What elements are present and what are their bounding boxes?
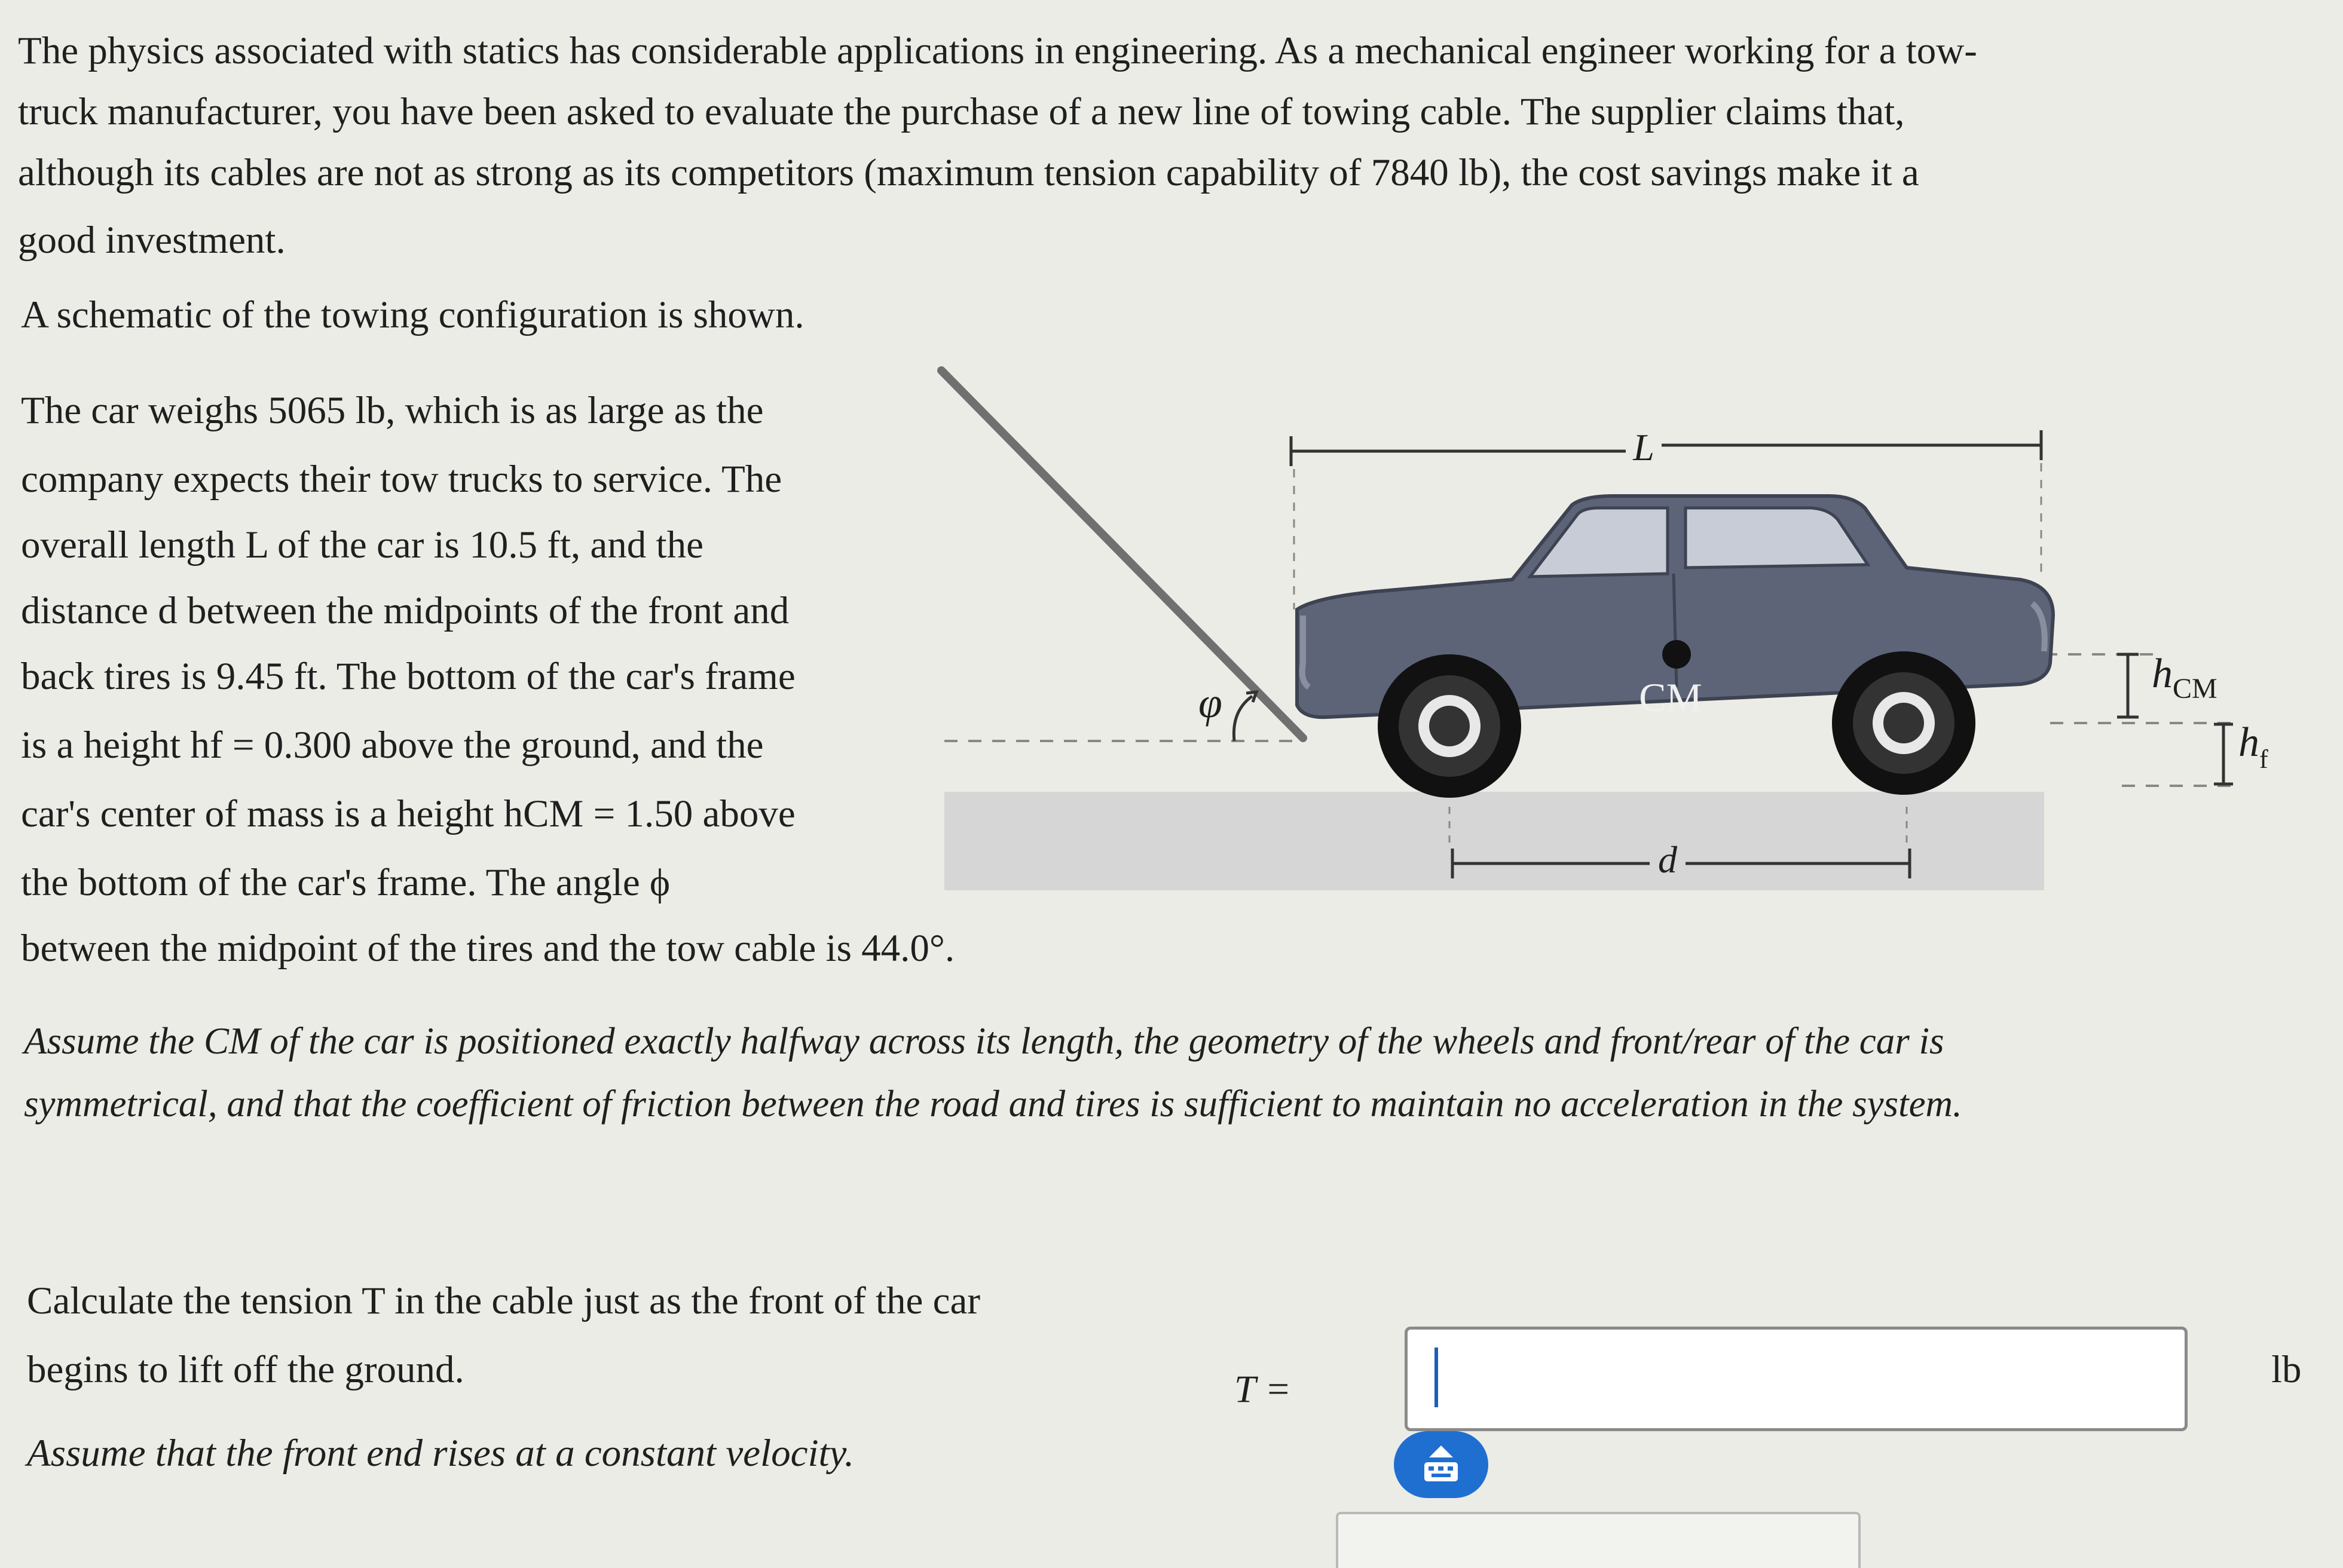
label-hf-base: h — [2238, 719, 2259, 765]
label-L: L — [1633, 426, 1654, 468]
given-line-2: company expects their tow trucks to service. The — [21, 458, 782, 501]
tension-answer-input[interactable] — [1405, 1327, 2188, 1431]
hcm-dimension — [2117, 654, 2139, 717]
given-line-3: overall length L of the car is 10.5 ft, and the — [21, 523, 703, 566]
towing-diagram — [897, 353, 2343, 998]
keyboard-icon — [1417, 1441, 1465, 1489]
answer-label: T = — [1234, 1368, 1292, 1411]
given-line-4: distance d between the midpoints of the front and — [21, 589, 790, 632]
label-cm: CM — [1639, 675, 1702, 720]
intro-line-4: good investment. — [18, 219, 286, 262]
center-of-mass-dot — [1662, 640, 1691, 669]
front-wheel — [1832, 651, 1975, 795]
given-line-6: is a height hf = 0.300 above the ground, and the — [21, 724, 764, 767]
given-line-8: the bottom of the car's frame. The angle ϕ — [21, 861, 671, 904]
ground — [944, 792, 2044, 890]
tow-cable — [941, 370, 1303, 738]
question-note: Assume that the front end rises at a constant velocity. — [27, 1432, 855, 1475]
label-hcm-sub: CM — [2173, 673, 2217, 705]
rear-wheel — [1378, 654, 1521, 798]
given-line-5: back tires is 9.45 ft. The bottom of the car's frame — [21, 655, 796, 698]
given-line-9: between the midpoint of the tires and the tow cable is 44.0°. — [21, 927, 955, 970]
phi-angle-arc — [1234, 696, 1252, 741]
given-line-1: The car weighs 5065 lb, which is as large as the — [21, 389, 764, 432]
answer-unit: lb — [2271, 1348, 2302, 1391]
intro-line-2: truck manufacturer, you have been asked to evaluate the purchase of a new line of towing cable. The supplier claims that, — [18, 90, 1905, 133]
label-d: d — [1658, 838, 1677, 881]
question-line-1: Calculate the tension T in the cable just as the front of the car — [27, 1279, 981, 1322]
schematic-caption: A schematic of the towing configuration is shown. — [21, 293, 805, 336]
label-hf — [2238, 719, 2268, 774]
assumption-line-1: Assume the CM of the car is positioned exactly halfway across its length, the geometry of the wheels and front/rear of the car is — [24, 1020, 1944, 1062]
intro-line-3: although its cables are not as strong as its competitors (maximum tension capability of 7840 lb), the cost savings make it a — [18, 151, 1919, 194]
assumption-line-2: symmetrical, and that the coefficient of friction between the road and tires is sufficient to maintain no acceleration in the system. — [24, 1083, 1962, 1125]
label-hcm — [2152, 651, 2217, 705]
label-phi: φ — [1198, 679, 1222, 727]
math-keyboard-button[interactable] — [1394, 1431, 1488, 1498]
label-hf-sub: f — [2259, 745, 2268, 774]
next-panel — [1336, 1512, 1861, 1568]
given-line-7: car's center of mass is a height hCM = 1.50 above — [21, 792, 796, 835]
intro-line-1: The physics associated with statics has considerable applications in engineering. As a mechanical engineer working for a tow- — [18, 29, 1977, 72]
label-hcm-base: h — [2152, 651, 2173, 697]
question-line-2: begins to lift off the ground. — [27, 1348, 464, 1391]
text-cursor — [1434, 1348, 1438, 1407]
hf-dimension — [2214, 724, 2233, 784]
